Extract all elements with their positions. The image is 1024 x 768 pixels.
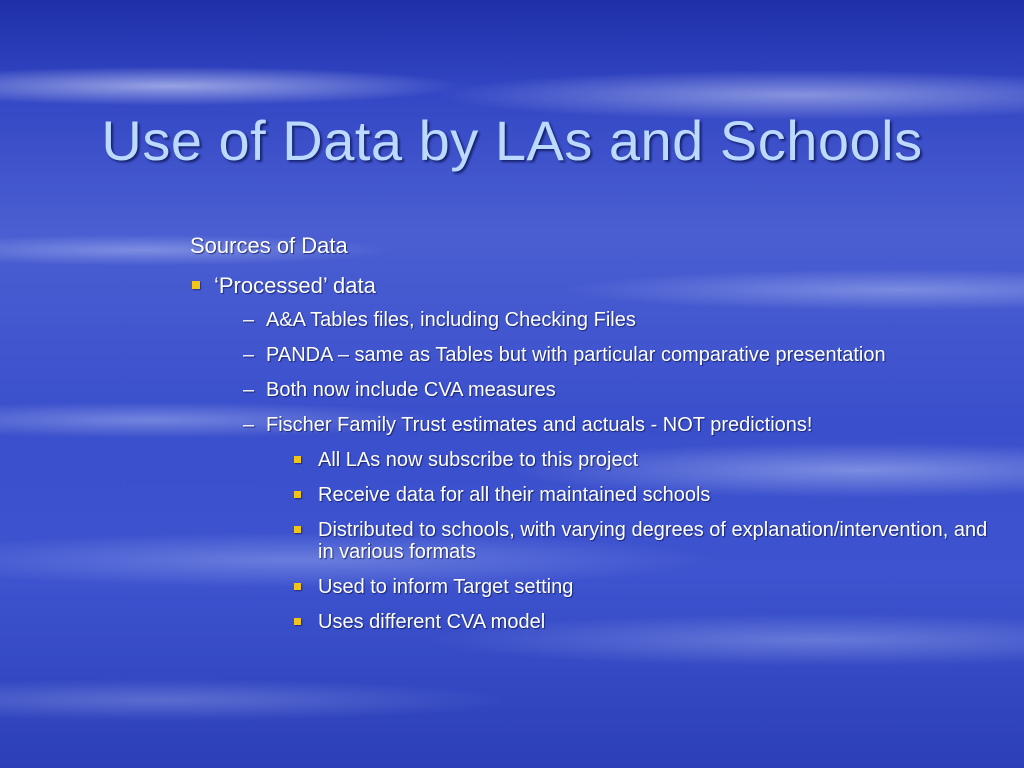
section-heading: Sources of Data <box>190 233 348 258</box>
fft-item-text: Distributed to schools, with varying degrees of explanation/intervention, and in various formats <box>318 519 988 563</box>
sub-item <box>243 309 990 331</box>
dash-bullet-icon: – <box>243 379 255 401</box>
slide-body <box>190 232 990 646</box>
square-bullet-icon <box>294 526 301 533</box>
square-bullet-icon <box>294 491 301 498</box>
bullet-text: ‘Processed’ data <box>214 273 376 298</box>
square-bullet-icon <box>192 281 200 289</box>
sub-item-text: Fischer Family Trust estimates and actuals - NOT predictions! <box>266 414 813 436</box>
fft-item-text: All LAs now subscribe to this project <box>318 449 639 471</box>
dash-bullet-icon: – <box>243 344 255 366</box>
sub-item <box>243 414 990 436</box>
square-bullet-icon <box>294 583 301 590</box>
sub-item-text: Both now include CVA measures <box>266 379 556 401</box>
fft-item <box>293 519 990 563</box>
fft-item-text: Receive data for all their maintained schools <box>318 484 711 506</box>
fft-item-text: Uses different CVA model <box>318 611 546 633</box>
fft-item <box>293 576 990 598</box>
square-bullet-icon <box>294 456 301 463</box>
square-bullet-icon <box>294 618 301 625</box>
fft-item-text: Used to inform Target setting <box>318 576 574 598</box>
fft-item <box>293 611 990 633</box>
sub-item <box>243 344 990 366</box>
slide-title: Use of Data by LAs and Schools <box>101 109 923 172</box>
bullet-item <box>190 272 990 299</box>
dash-bullet-icon: – <box>243 414 255 436</box>
sub-item <box>243 379 990 401</box>
fft-item <box>293 484 990 506</box>
sub-item-text: A&A Tables files, including Checking Files <box>266 309 636 331</box>
dash-bullet-icon: – <box>243 309 255 331</box>
sub-item-text: PANDA – same as Tables but with particular comparative presentation <box>266 344 886 366</box>
fft-item <box>293 449 990 471</box>
